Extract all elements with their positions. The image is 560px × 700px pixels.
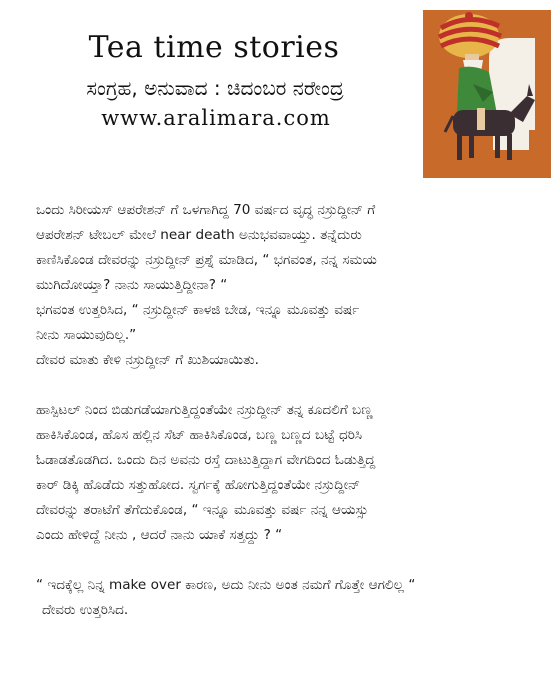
page-title: Tea time stories bbox=[88, 30, 340, 65]
nasruddin-illustration bbox=[423, 10, 551, 178]
paragraph-spacer bbox=[36, 548, 536, 573]
story-paragraph-6: ದೇವರು ಉತ್ತರಿಸಿದ. bbox=[42, 602, 129, 618]
story-paragraph-5: “ ಇದಕ್ಕೆಲ್ಲ ನಿನ್ನ make over ಕಾರಣ, ಅದು ನೀನು ಅಂತ ನಮಗೆ ಗೊತ್ತೇ ಆಗಲಿಲ್ಲ “ bbox=[36, 577, 416, 593]
paragraph-spacer bbox=[36, 373, 536, 398]
story-body bbox=[36, 198, 536, 623]
story-paragraph-1: ಒಂದು ಸಿರೀಯಸ್ ಆಪರೇಶನ್ ಗೆ ಒಳಗಾಗಿದ್ದ 70 ವರ್ಷದ ವೃದ್ಧ ನಸ್ರುದ್ದೀನ್ ಗೆ ಆಪರೇಶನ್ ಟೇಬಲ್ ಮೇಲೆ near death ಅನುಭವವಾಯ್ತು. ತನ್ನೆದುರು ಕಾಣಿಸಿಕೊಂಡ ದೇವರನ್ನು ನಸ್ರುದ್ದೀನ್ ಪ್ರಶ್ನೆ ಮಾಡಿದ, “ ಭಗವಂತ, ನನ್ನ ಸಮಯ ಮುಗಿದೋಯ್ತಾ? ನಾನು ಸಾಯುತ್ತಿದ್ದೀನಾ? “ bbox=[36, 202, 377, 293]
story-paragraph-4: ಹಾಸ್ಪಿಟಲ್ ನಿಂದ ಬಿಡುಗಡೆಯಾಗುತ್ತಿದ್ದಂತೆಯೇ ನಸ್ರುದ್ದೀನ್ ತನ್ನ ಕೂದಲಿಗೆ ಬಣ್ಣ ಹಾಕಿಸಿಕೊಂಡ, ಹೊಸ ಹಲ್ಲಿನ ಸೆಟ್ ಹಾಕಿಸಿಕೊಂಡ, ಬಣ್ಣ ಬಣ್ಣದ ಬಟ್ಟೆ ಧರಿಸಿ ಓಡಾಡತೊಡಗಿದ. ಒಂದು ದಿನ ಅವನು ರಸ್ತೆ ದಾಟುತ್ತಿದ್ದಾಗ ವೇಗದಿಂದ ಓಡುತ್ತಿದ್ದ ಕಾರ್ ಡಿಕ್ಕಿ ಹೊಡೆದು ಸತ್ತುಹೋದ. ಸ್ವರ್ಗಕ್ಕೆ ಹೋಗುತ್ತಿದ್ದಂತೆಯೇ ನಸ್ರುದ್ದೀನ್ ದೇವರನ್ನು ತರಾಟೆಗೆ ತೆಗೆದುಕೊಂಡ, “ ಇನ್ನೂ ಮೂವತ್ತು ವರ್ಷ ನನ್ನ ಆಯಸ್ಸು ಎಂದು ಹೇಳಿದ್ದೆ ನೀನು , ಆದರೆ ನಾನು ಯಾಕೆ ಸತ್ತದ್ದು ? “ bbox=[36, 402, 376, 543]
website-url: www.aralimara.com bbox=[101, 106, 331, 130]
page-subtitle: ಸಂಗ್ರಹ, ಅನುವಾದ : ಚಿದಂಬರ ನರೇಂದ್ರ bbox=[86, 76, 344, 100]
story-paragraph-2: ಭಗವಂತ ಉತ್ತರಿಸಿದ, “ ನಸ್ರುದ್ದೀನ್ ಕಾಳಜಿ ಬೇಡ, ಇನ್ನೂ ಮೂವತ್ತು ವರ್ಷ ನೀನು ಸಾಯುವುದಿಲ್ಲ.” bbox=[36, 302, 360, 343]
header bbox=[0, 0, 560, 200]
story-paragraph-3: ದೇವರ ಮಾತು ಕೇಳಿ ನಸ್ರುದ್ದೀನ್ ಗೆ ಖುಶಿಯಾಯಿತು. bbox=[36, 352, 259, 368]
